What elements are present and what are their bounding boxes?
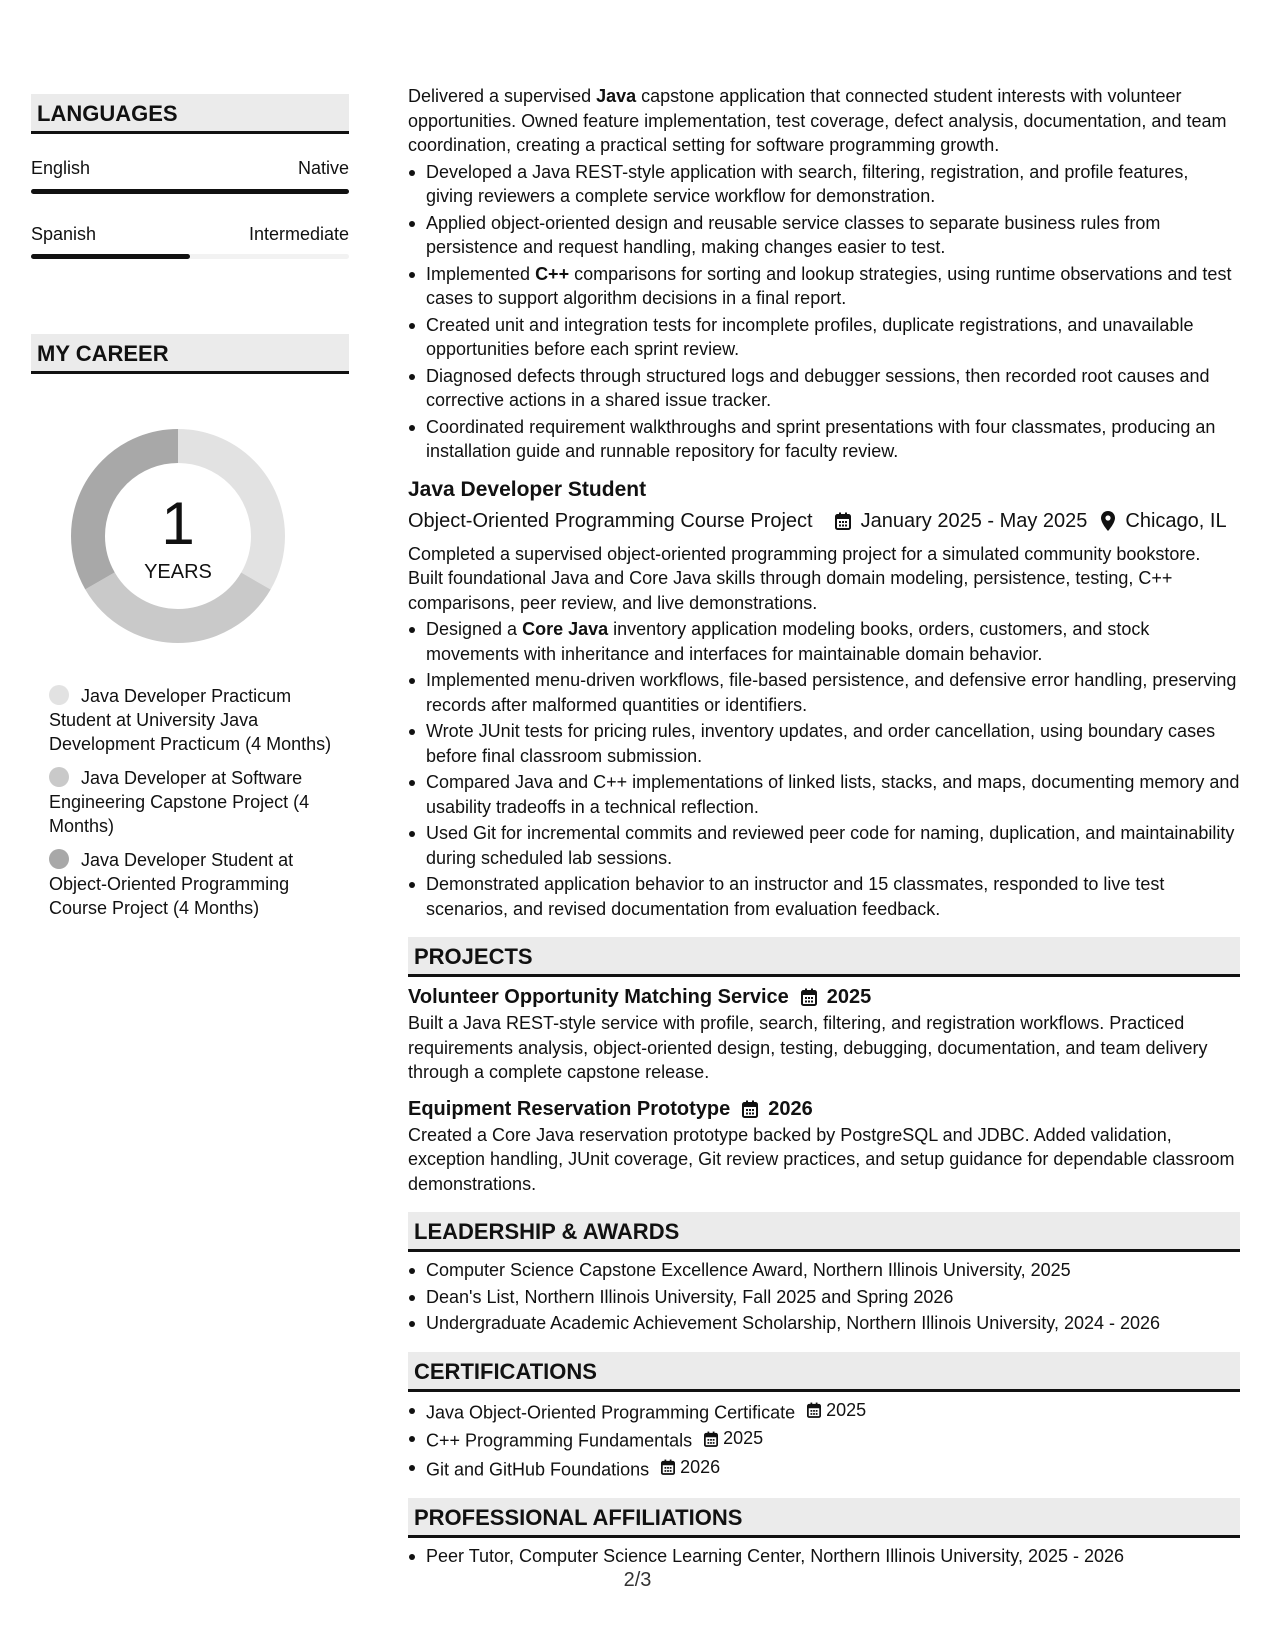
career-legend-item xyxy=(49,766,339,838)
legend-dot-icon xyxy=(49,767,69,787)
experience-summary: Completed a supervised object-oriented programming project for a simulated community bookstore. Built foundational Java and Core Java skills through domain modeling, persistence, testing, C++ comparisons, peer review, and live demonstrations. xyxy=(408,543,1201,613)
bullet-item: Diagnosed defects through structured logs and debugger sessions, then recorded root causes and corrective actions in a shared issue tracker. xyxy=(408,364,1240,413)
job-title: Java Developer Student xyxy=(408,477,647,501)
affiliation-item: Peer Tutor, Computer Science Learning Center, Northern Illinois University, 2025 - 2026 xyxy=(408,1544,1240,1569)
projects-heading: PROJECTS xyxy=(408,937,1240,977)
bullet-item: Designed a Core Java inventory application modeling books, orders, customers, and stock movements with inheritance and interfaces for maintainable domain behavior. xyxy=(408,617,1240,666)
award-item: Dean's List, Northern Illinois University, Fall 2025 and Spring 2026 xyxy=(408,1285,1240,1310)
certification-item: Java Object-Oriented Programming Certificate 2025 xyxy=(408,1398,1240,1425)
career-legend-item xyxy=(49,684,339,756)
career-total-unit: YEARS xyxy=(144,561,212,583)
award-item: Computer Science Capstone Excellence Award, Northern Illinois University, 2025 xyxy=(408,1258,1240,1283)
language-name: English xyxy=(31,158,91,178)
bullet-item: Compared Java and C++ implementations of linked lists, stacks, and maps, documenting memory and usability tradeoffs in a technical reflection. xyxy=(408,770,1240,819)
language-level: Native xyxy=(297,158,349,178)
certification-item: Git and GitHub Foundations 2026 xyxy=(408,1455,1240,1482)
career-total-number: 1 xyxy=(161,490,195,557)
map-pin-icon xyxy=(1101,511,1115,531)
job-location: Chicago, IL xyxy=(1125,509,1227,532)
job-dates: January 2025 - May 2025 xyxy=(860,509,1088,532)
affiliations-heading: PROFESSIONAL AFFILIATIONS xyxy=(408,1498,1240,1538)
certifications-list xyxy=(408,1398,1240,1482)
calendar-icon xyxy=(801,988,817,1006)
bullet-item: Coordinated requirement walkthroughs and sprint presentations with four classmates, producing an installation guide and runnable repository for faculty review. xyxy=(408,415,1240,464)
language-level-bar xyxy=(31,189,349,194)
project-year: 2025 xyxy=(826,986,872,1008)
awards-list xyxy=(408,1258,1240,1336)
career-legend xyxy=(49,684,339,930)
affiliations-list xyxy=(408,1544,1240,1569)
bullet-item: Used Git for incremental commits and reviewed peer code for naming, duplication, and maintainability during scheduled lab sessions. xyxy=(408,821,1240,870)
bullet-item: Implemented menu-driven workflows, file-based persistence, and defensive error handling, preserving records after malformed quantities or identifiers. xyxy=(408,668,1240,717)
language-level: Intermediate xyxy=(248,223,349,244)
project-title: Volunteer Opportunity Matching Service xyxy=(408,986,789,1008)
legend-dot-icon xyxy=(49,849,69,869)
job-meta xyxy=(408,506,1240,536)
experience-bullets xyxy=(408,617,1240,921)
certification-item: C++ Programming Fundamentals 2025 xyxy=(408,1426,1240,1453)
bullet-item: Wrote JUnit tests for pricing rules, inventory updates, and order cancellation, using boundary cases before final classroom submission. xyxy=(408,719,1240,768)
experience-entry xyxy=(408,476,1240,922)
job-org: Object-Oriented Programming Course Project xyxy=(408,509,813,532)
bullet-item: Demonstrated application behavior to an instructor and 15 classmates, responded to live test scenarios, and revised documentation from evaluation feedback. xyxy=(408,872,1240,921)
bullet-item: Applied object-oriented design and reusable service classes to separate business rules from persistence and request handling, making changes easier to test. xyxy=(408,211,1240,260)
calendar-icon xyxy=(704,1431,718,1447)
experience-bullets xyxy=(408,160,1240,464)
languages-heading: LANGUAGES xyxy=(31,94,349,134)
career-legend-label: Java Developer at Software Engineering Capstone Project (4 Months) xyxy=(49,768,310,836)
project-item xyxy=(408,983,1240,1085)
experience-summary: Delivered a supervised Java capstone application that connected student interests with volunteer opportunities. Owned feature implementation, test coverage, defect analysis, documentation, and team coordination, creating a practical setting for software programming growth. xyxy=(408,86,1227,155)
certifications-heading: CERTIFICATIONS xyxy=(408,1352,1240,1392)
project-description: Created a Core Java reservation prototype backed by PostgreSQL and JDBC. Added validation, exception handling, JUnit coverage, Git review practices, and setup guidance for dependable classroom demonstrations. xyxy=(408,1124,1235,1194)
awards-heading: LEADERSHIP & AWARDS xyxy=(408,1212,1240,1252)
bullet-item: Created unit and integration tests for incomplete profiles, duplicate registrations, and unavailable opportunities before each sprint review. xyxy=(408,313,1240,362)
project-title: Equipment Reservation Prototype xyxy=(408,1097,731,1120)
career-legend-label: Java Developer Practicum Student at University Java Development Practicum (4 Months) xyxy=(49,686,332,754)
language-level-bar xyxy=(31,254,349,259)
language-item xyxy=(31,156,349,194)
bullet-item: Developed a Java REST-style application with search, filtering, registration, and profile features, giving reviewers a complete service workflow for demonstration. xyxy=(408,160,1240,209)
project-year: 2026 xyxy=(768,1097,813,1120)
language-item xyxy=(31,222,349,260)
project-description: Built a Java REST-style service with profile, search, filtering, and registration workflows. Practiced requirements analysis, object-oriented design, testing, debugging, documentation, and team delivery through a complete capstone release. xyxy=(408,1013,1208,1082)
calendar-icon xyxy=(661,1459,675,1475)
main-content xyxy=(408,84,1240,1568)
career-legend-item xyxy=(49,848,339,920)
career-heading: MY CAREER xyxy=(31,334,349,374)
language-name: Spanish xyxy=(31,223,97,244)
career-donut-chart xyxy=(66,424,290,648)
calendar-icon xyxy=(807,1402,821,1418)
project-item xyxy=(408,1095,1240,1197)
career-legend-label: Java Developer Student at Object-Oriented Programming Course Project (4 Months) xyxy=(49,850,294,918)
calendar-icon xyxy=(835,512,851,530)
calendar-icon xyxy=(742,1100,758,1118)
page-number: 2/3 xyxy=(623,1569,652,1591)
award-item: Undergraduate Academic Achievement Scholarship, Northern Illinois University, 2024 - 2026 xyxy=(408,1311,1240,1336)
bullet-item: Implemented C++ comparisons for sorting and lookup strategies, using runtime observations and test cases to support algorithm decisions in a final report. xyxy=(408,262,1240,311)
experience-entry xyxy=(408,84,1240,464)
sidebar xyxy=(31,94,349,918)
legend-dot-icon xyxy=(49,685,69,705)
